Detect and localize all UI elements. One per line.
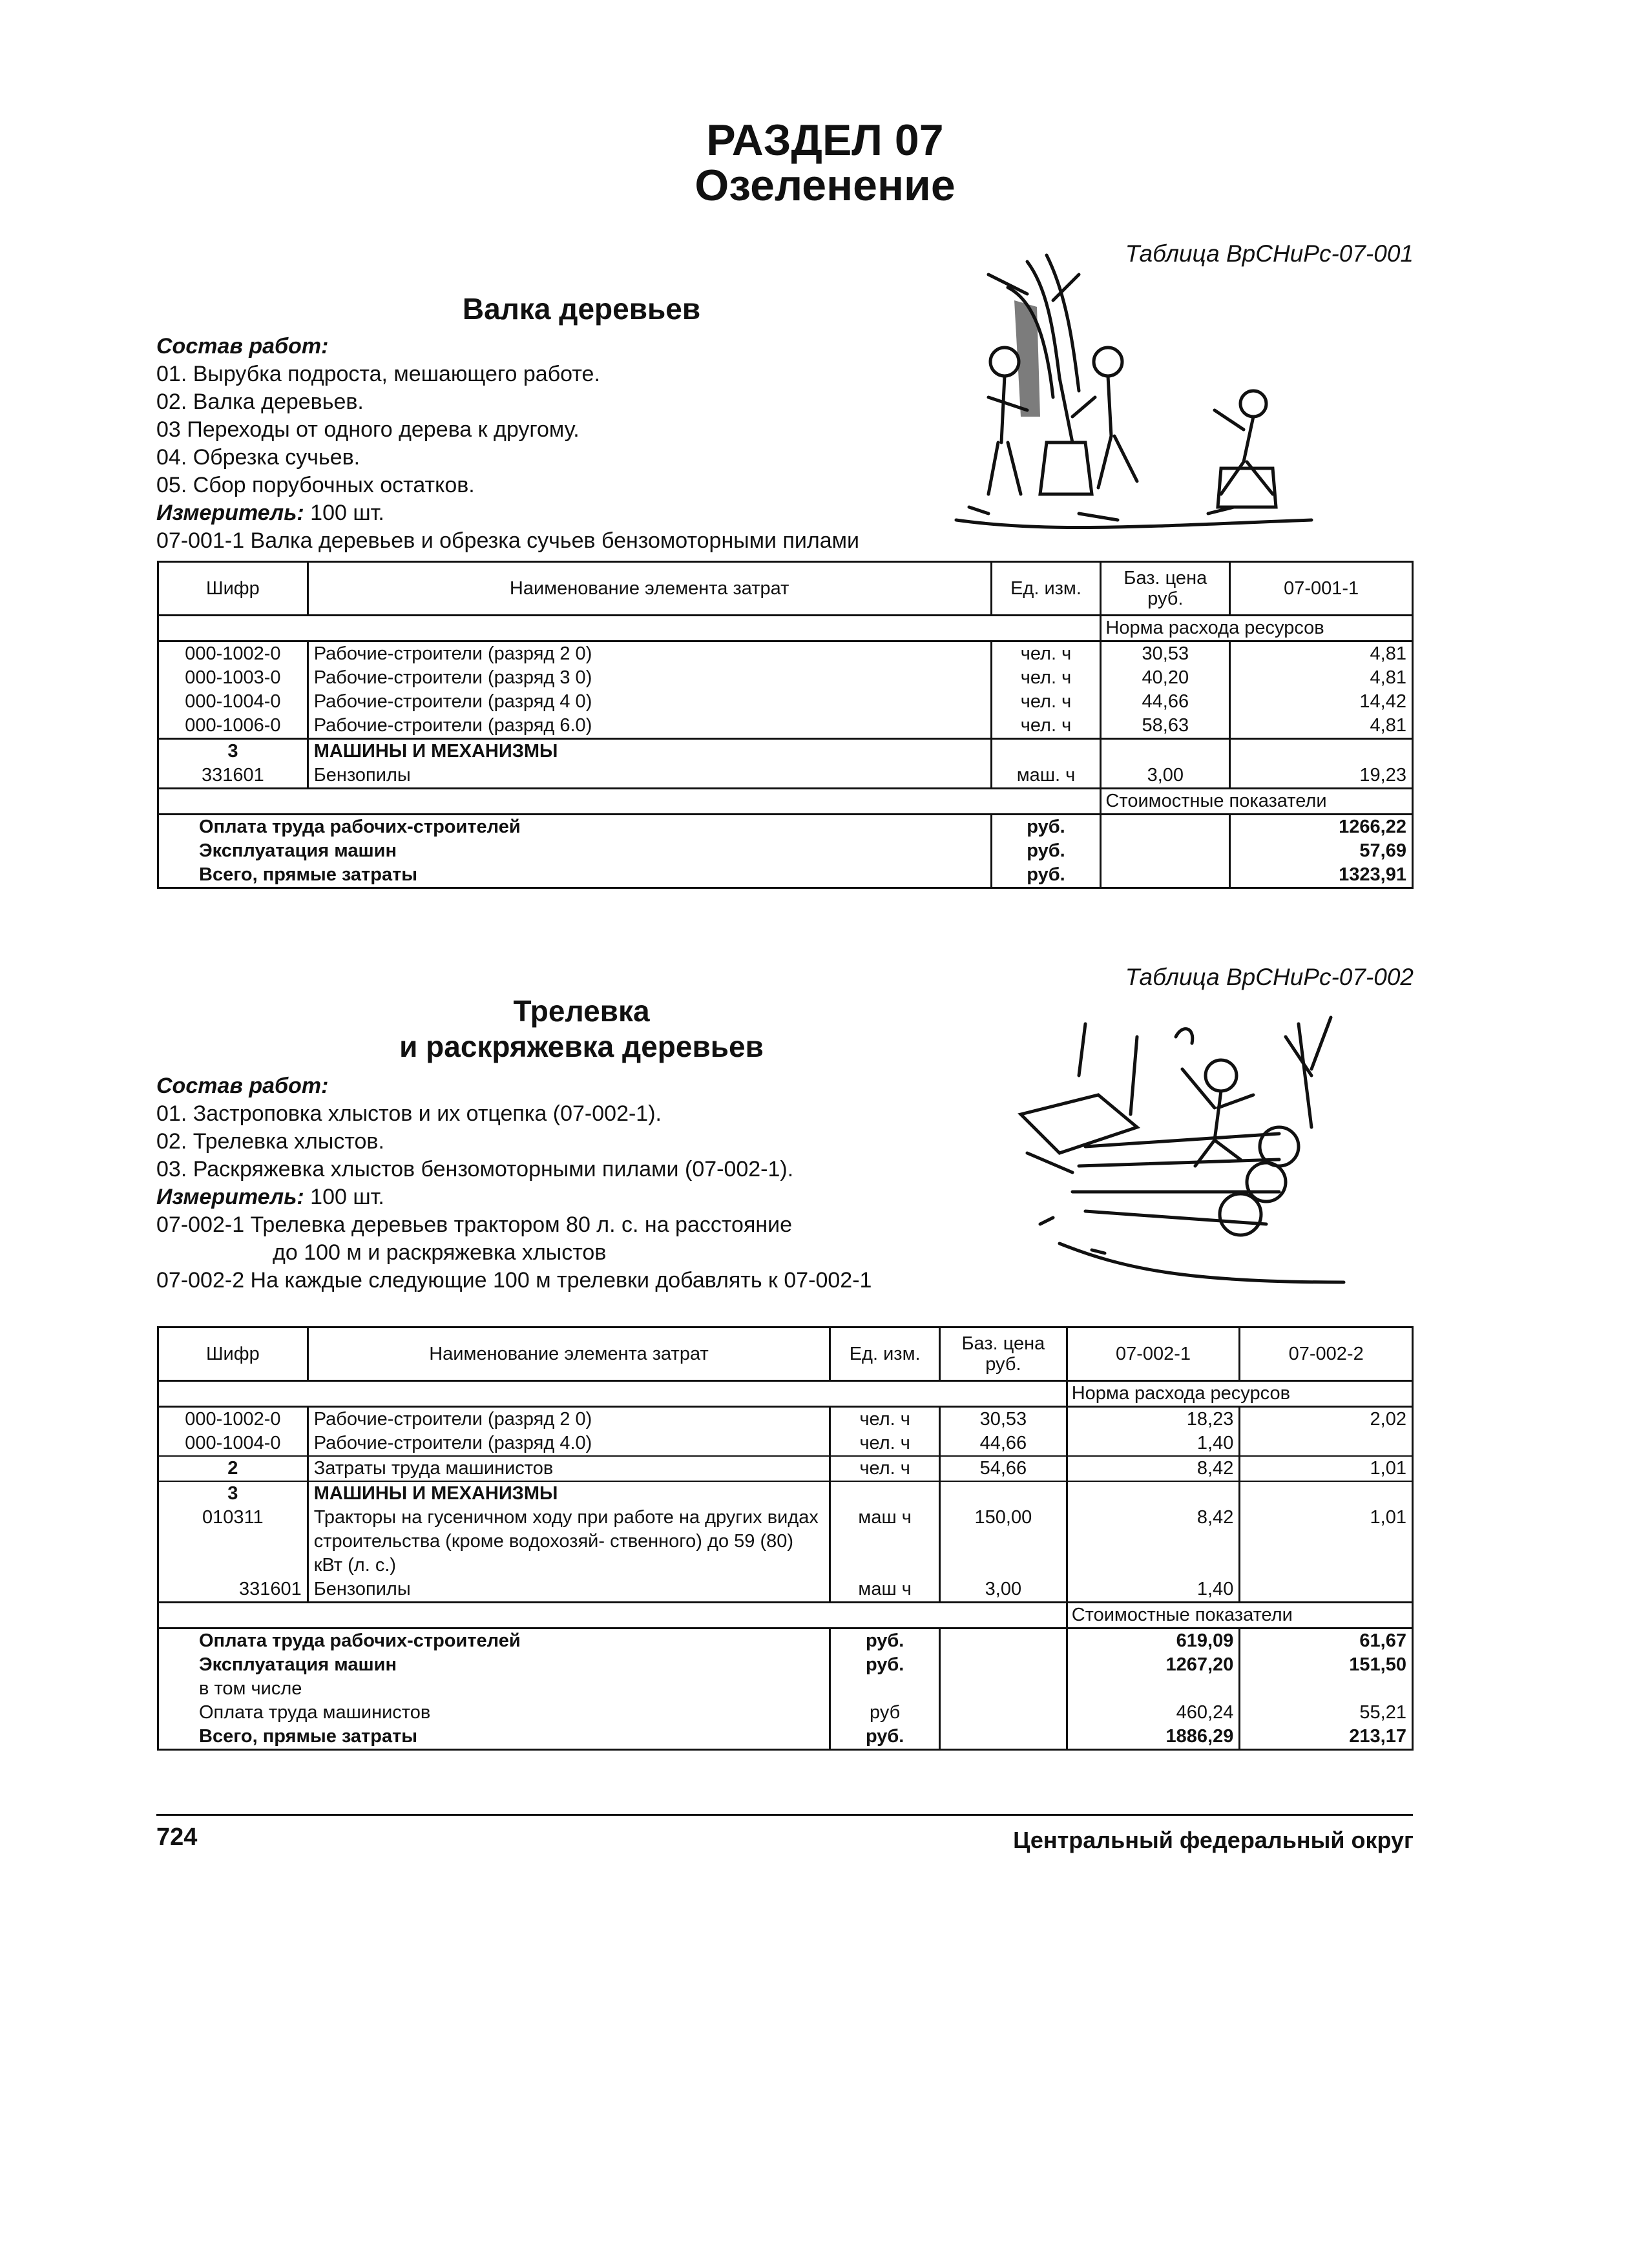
machines-heading: МАШИНЫ И МЕХАНИЗМЫ	[308, 1481, 830, 1506]
table-row	[158, 1481, 1413, 1506]
cell-name: Эксплуатация машин	[158, 839, 992, 863]
band-norm: Норма расхода ресурсов	[1067, 1381, 1412, 1407]
table-row	[158, 690, 1413, 714]
total-row	[158, 1653, 1413, 1677]
cell-unit: чел. ч	[991, 641, 1101, 667]
cell-name: Всего, прямые затраты	[158, 863, 992, 888]
col-header-code: Шифр	[158, 1327, 308, 1381]
cell-price: 44,66	[940, 1431, 1067, 1456]
works-item: 04. Обрезка сучьев.	[156, 445, 360, 470]
meter-value: 100 шт.	[304, 1185, 384, 1209]
table-row	[158, 764, 1413, 789]
footer-rule	[156, 1814, 1413, 1816]
cell-name: Тракторы на гусеничном ходу при работе на других видах строительства (кроме водохозяй- ственного) до 59 (80) кВт (л. с.)	[308, 1506, 830, 1577]
cell-value-1: 1267,20	[1067, 1653, 1240, 1677]
cell-value-1: 1,40	[1067, 1577, 1240, 1603]
heading-07-002-line1: Трелевка	[513, 994, 650, 1028]
cell-value-1: 619,09	[1067, 1628, 1240, 1654]
cell-code: 3	[158, 1481, 308, 1506]
cell-value-2	[1240, 1577, 1413, 1603]
item-07-002-2: 07-002-2 На каждые следующие 100 м трелевки добавлять к 07-002-1	[156, 1268, 872, 1293]
total-row	[158, 863, 1413, 888]
cell-value-1: 1,40	[1067, 1431, 1240, 1456]
works-label: Состав работ:	[156, 1074, 329, 1098]
works-item: 03 Переходы от одного дерева к другому.	[156, 417, 580, 442]
cell-code: 000-1004-0	[158, 1431, 308, 1456]
cell-name: Рабочие-строители (разряд 4.0)	[308, 1431, 830, 1456]
cell-price: 58,63	[1101, 714, 1230, 739]
cell-code: 3	[158, 739, 308, 764]
cell-name: Оплата труда машинистов	[158, 1701, 830, 1725]
cell-name: Оплата труда рабочих-строителей	[158, 815, 992, 840]
cell-value-2: 55,21	[1240, 1701, 1413, 1725]
cell-name: Рабочие-строители (разряд 6.0)	[308, 714, 991, 739]
table-row	[158, 1431, 1413, 1456]
col-header-07-002-2: 07-002-2	[1240, 1327, 1413, 1381]
cell-unit: руб.	[991, 839, 1101, 863]
cell-unit: маш ч	[830, 1577, 940, 1603]
cell-unit: чел. ч	[991, 666, 1101, 690]
cell-value: 4,81	[1230, 641, 1413, 667]
total-row	[158, 1701, 1413, 1725]
table-row	[158, 1456, 1413, 1481]
works-item: 01. Вырубка подроста, мешающего работе.	[156, 362, 600, 386]
cell-unit: руб.	[991, 815, 1101, 840]
cell-name: Бензопилы	[308, 1577, 830, 1603]
cell-value-2: 2,02	[1240, 1407, 1413, 1432]
cell-value: 4,81	[1230, 666, 1413, 690]
cell-unit: руб.	[991, 863, 1101, 888]
cell-name: Рабочие-строители (разряд 4 0)	[308, 690, 991, 714]
col-header-price: Баз. цена руб.	[940, 1327, 1067, 1381]
footer-region: Центральный федеральный округ	[1013, 1827, 1414, 1853]
cell-name: Рабочие-строители (разряд 2 0)	[308, 641, 991, 667]
page-number: 724	[156, 1824, 198, 1851]
cell-code: 331601	[158, 764, 308, 789]
meter-value: 100 шт.	[304, 501, 384, 525]
item-07-002-1: 07-002-1 Трелевка деревьев трактором 80 л. с. на расстояние	[156, 1212, 793, 1237]
cell-name: в том числе	[158, 1677, 830, 1701]
col-header-price: Баз. цена руб.	[1101, 562, 1230, 616]
item-07-002-1-cont: до 100 м и раскряжевка хлыстов	[273, 1240, 607, 1265]
cell-value-2	[1240, 1431, 1413, 1456]
table-caption-07-001: Таблица ВрСНиРс-07-001	[1125, 240, 1414, 267]
cell-unit: чел. ч	[830, 1456, 940, 1481]
cell-name: Всего, прямые затраты	[158, 1725, 830, 1750]
cell-price: 150,00	[940, 1506, 1067, 1577]
cell-name: Рабочие-строители (разряд 3 0)	[308, 666, 991, 690]
works-item: 02. Валка деревьев.	[156, 390, 364, 414]
cell-value: 19,23	[1230, 764, 1413, 789]
col-header-unit: Ед. изм.	[830, 1327, 940, 1381]
table-caption-07-002: Таблица ВрСНиРс-07-002	[1125, 964, 1414, 990]
table-row	[158, 1407, 1413, 1432]
cell-code: 000-1006-0	[158, 714, 308, 739]
total-row	[158, 1628, 1413, 1654]
band-cost: Стоимостные показатели	[1067, 1603, 1412, 1628]
cell-value-1: 8,42	[1067, 1506, 1240, 1577]
works-block-07-001	[156, 333, 859, 555]
cell-value-2: 151,50	[1240, 1653, 1413, 1677]
cell-unit: чел. ч	[830, 1431, 940, 1456]
cell-price: 30,53	[940, 1407, 1067, 1432]
heading-07-002-line2: и раскряжевка деревьев	[399, 1030, 764, 1063]
cell-code: 000-1002-0	[158, 641, 308, 667]
cell-price: 40,20	[1101, 666, 1230, 690]
section-number: РАЗДЕЛ 07	[706, 116, 944, 165]
cell-unit: чел. ч	[991, 690, 1101, 714]
cell-unit: маш. ч	[991, 764, 1101, 789]
works-item: 02. Трелевка хлыстов.	[156, 1129, 384, 1154]
col-header-unit: Ед. изм.	[991, 562, 1101, 616]
cell-code: 2	[158, 1456, 308, 1481]
cell-name: Бензопилы	[308, 764, 991, 789]
cell-unit: чел. ч	[991, 714, 1101, 739]
col-header-name: Наименование элемента затрат	[308, 1327, 830, 1381]
cell-value-2: 1,01	[1240, 1506, 1413, 1577]
cell-code: 000-1003-0	[158, 666, 308, 690]
works-item: 03. Раскряжевка хлыстов бензомоторными пилами (07-002-1).	[156, 1157, 794, 1181]
cell-value-1: 1886,29	[1067, 1725, 1240, 1750]
table-row	[158, 1577, 1413, 1603]
cell-value: 1323,91	[1230, 863, 1413, 888]
cell-value-2	[1240, 1677, 1413, 1701]
cell-value-1: 18,23	[1067, 1407, 1240, 1432]
cell-unit: чел. ч	[830, 1407, 940, 1432]
cell-value-1: 460,24	[1067, 1701, 1240, 1725]
total-row	[158, 815, 1413, 840]
cell-unit: руб.	[830, 1725, 940, 1750]
section-name: Озеленение	[694, 161, 956, 210]
meter-label: Измеритель:	[156, 501, 304, 525]
works-label: Состав работ:	[156, 334, 329, 359]
col-header-07-002-1: 07-002-1	[1067, 1327, 1240, 1381]
cell-price: 3,00	[940, 1577, 1067, 1603]
table-row	[158, 666, 1413, 690]
band-cost: Стоимостные показатели	[1101, 789, 1413, 815]
cell-value-2: 1,01	[1240, 1456, 1413, 1481]
cell-value-1: 8,42	[1067, 1456, 1240, 1481]
cell-unit: руб.	[830, 1653, 940, 1677]
total-row	[158, 1725, 1413, 1750]
cell-code: 000-1004-0	[158, 690, 308, 714]
tractor-skidding-illustration	[1008, 998, 1395, 1302]
cost-table-07-001	[157, 561, 1414, 889]
col-header-name: Наименование элемента затрат	[308, 562, 991, 616]
table-row	[158, 739, 1413, 764]
cell-value-2: 61,67	[1240, 1628, 1413, 1654]
cell-value: 1266,22	[1230, 815, 1413, 840]
cell-name: Рабочие-строители (разряд 2 0)	[308, 1407, 830, 1432]
cell-name: Оплата труда рабочих-строителей	[158, 1628, 830, 1654]
cell-code: 331601	[158, 1577, 308, 1603]
table-row	[158, 714, 1413, 739]
col-header-code: Шифр	[158, 562, 308, 616]
cell-unit: руб.	[830, 1628, 940, 1654]
cell-price: 54,66	[940, 1456, 1067, 1481]
cell-code: 010311	[158, 1506, 308, 1577]
cell-price: 44,66	[1101, 690, 1230, 714]
cell-name: Эксплуатация машин	[158, 1653, 830, 1677]
cell-code: 000-1002-0	[158, 1407, 308, 1432]
cell-price: 30,53	[1101, 641, 1230, 667]
table-row	[158, 1506, 1413, 1577]
item-07-001-1: 07-001-1 Валка деревьев и обрезка сучьев бензомоторными пилами	[156, 528, 859, 553]
works-item: 01. Застроповка хлыстов и их отцепка (07-002-1).	[156, 1101, 662, 1126]
cell-unit	[830, 1677, 940, 1701]
cost-table-07-002	[157, 1326, 1414, 1751]
col-header-07-001-1: 07-001-1	[1230, 562, 1413, 616]
cell-unit: руб	[830, 1701, 940, 1725]
band-norm: Норма расхода ресурсов	[1101, 616, 1413, 641]
cell-name: Затраты труда машинистов	[308, 1456, 830, 1481]
total-row	[158, 839, 1413, 863]
cell-value: 4,81	[1230, 714, 1413, 739]
works-item: 05. Сбор порубочных остатков.	[156, 473, 475, 497]
total-row	[158, 1677, 1413, 1701]
meter-label: Измеритель:	[156, 1185, 304, 1209]
heading-07-001: Валка деревьев	[462, 292, 701, 326]
cell-value: 57,69	[1230, 839, 1413, 863]
works-block-07-002	[156, 1072, 872, 1295]
cell-value-1	[1067, 1677, 1240, 1701]
cell-value-2: 213,17	[1240, 1725, 1413, 1750]
machines-heading: МАШИНЫ И МЕХАНИЗМЫ	[308, 739, 991, 764]
lumberjacks-illustration	[950, 249, 1337, 546]
cell-value: 14,42	[1230, 690, 1413, 714]
cell-price: 3,00	[1101, 764, 1230, 789]
cell-unit: маш ч	[830, 1506, 940, 1577]
table-row	[158, 641, 1413, 667]
